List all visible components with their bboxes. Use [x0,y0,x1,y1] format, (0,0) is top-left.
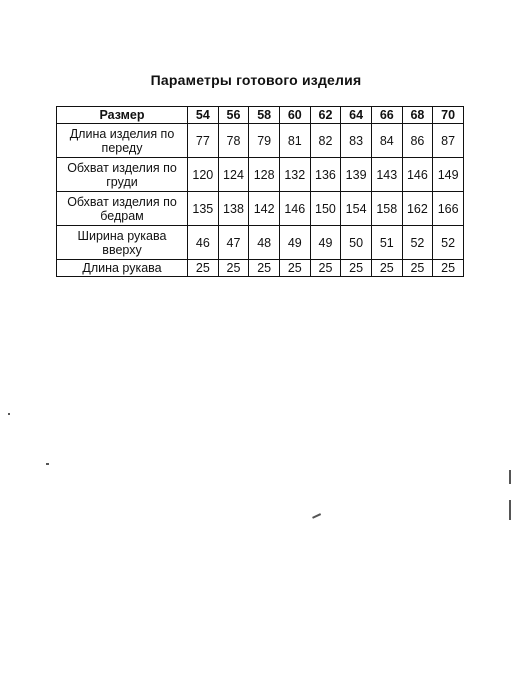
table-cell: 142 [249,192,280,226]
table-cell: 25 [402,260,433,277]
table-cell: 78 [218,124,249,158]
table-cell: 124 [218,158,249,192]
scan-speck [46,463,49,465]
table-cell: 48 [249,226,280,260]
size-col-header: 60 [279,107,310,124]
table-row [57,226,464,260]
size-table [56,106,464,277]
table-cell: 49 [310,226,341,260]
scan-speck [8,413,10,415]
table-cell: 25 [188,260,219,277]
size-header-row [57,107,464,124]
table-cell: 83 [341,124,372,158]
table-cell: 25 [279,260,310,277]
scan-speck [312,513,321,518]
table-cell: 143 [371,158,402,192]
table-cell: 139 [341,158,372,192]
table-cell: 138 [218,192,249,226]
scan-speck [509,500,511,520]
table-cell: 52 [433,226,464,260]
size-col-header: 56 [218,107,249,124]
table-cell: 82 [310,124,341,158]
table-row [57,124,464,158]
table-cell: 146 [279,192,310,226]
table-cell: 120 [188,158,219,192]
size-col-header: 64 [341,107,372,124]
table-cell: 51 [371,226,402,260]
row-label: Ширина рукава вверху [57,226,188,260]
table-cell: 136 [310,158,341,192]
table-cell: 50 [341,226,372,260]
table-cell: 47 [218,226,249,260]
table-cell: 25 [433,260,464,277]
row-label: Длина рукава [57,260,188,277]
table-cell: 132 [279,158,310,192]
table-cell: 79 [249,124,280,158]
table-cell: 49 [279,226,310,260]
table-row [57,260,464,277]
table-cell: 135 [188,192,219,226]
table-cell: 86 [402,124,433,158]
page-title: Параметры готового изделия [150,72,362,88]
table-cell: 46 [188,226,219,260]
table-cell: 146 [402,158,433,192]
table-cell: 154 [341,192,372,226]
row-label: Обхват изделия по бедрам [57,192,188,226]
scan-speck [509,470,511,484]
table-cell: 162 [402,192,433,226]
size-col-header: 54 [188,107,219,124]
size-col-header: 70 [433,107,464,124]
table-cell: 81 [279,124,310,158]
table-row [57,158,464,192]
table-cell: 150 [310,192,341,226]
size-col-header: 66 [371,107,402,124]
table-cell: 25 [249,260,280,277]
table-cell: 149 [433,158,464,192]
size-col-header: 58 [249,107,280,124]
size-col-header: 62 [310,107,341,124]
table-cell: 25 [341,260,372,277]
table-cell: 25 [371,260,402,277]
table-row [57,192,464,226]
table-cell: 84 [371,124,402,158]
table-cell: 87 [433,124,464,158]
size-header-label: Размер [57,107,188,124]
table-cell: 52 [402,226,433,260]
table-cell: 25 [310,260,341,277]
size-col-header: 68 [402,107,433,124]
table-cell: 128 [249,158,280,192]
table-cell: 25 [218,260,249,277]
table-cell: 77 [188,124,219,158]
row-label: Длина изделия по переду [57,124,188,158]
table-cell: 166 [433,192,464,226]
row-label: Обхват изделия по груди [57,158,188,192]
table-cell: 158 [371,192,402,226]
